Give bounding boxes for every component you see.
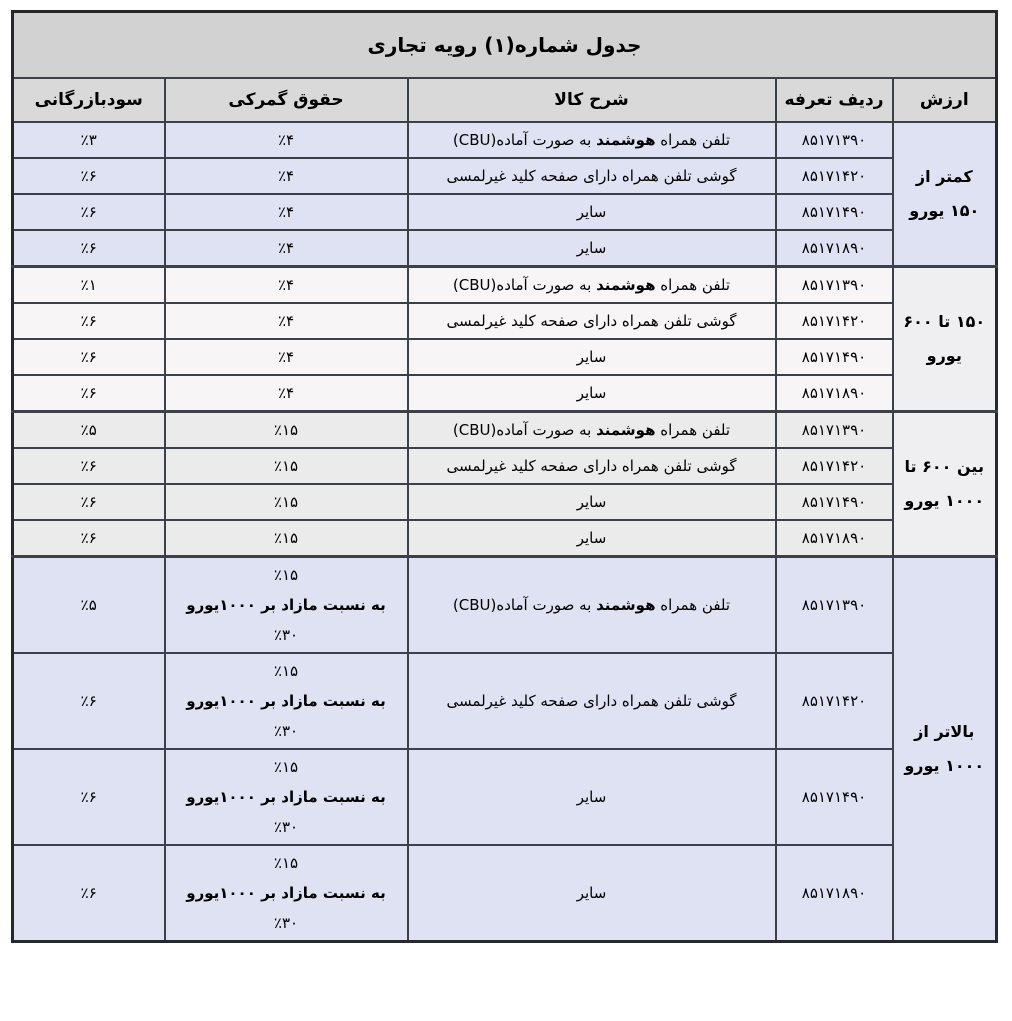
trade-profit-cell: ٪۶ <box>12 484 164 520</box>
description-cell <box>408 653 776 749</box>
value-range-line2: ۱۰۰۰ یورو <box>904 490 985 510</box>
description-text: سایر <box>576 492 607 511</box>
table-row <box>12 122 996 158</box>
description-cell <box>408 230 776 267</box>
description-text: تلفن همراه <box>655 275 731 294</box>
description-text: تلفن همراه <box>655 420 731 439</box>
table-row <box>12 158 996 194</box>
description-text-after: به صورت آماده(CBU) <box>452 595 597 614</box>
duty-line2: به نسبت مازاد بر ۱۰۰۰یورو <box>186 883 386 902</box>
tariff-cell: ۸۵۱۷۱۸۹۰ <box>776 230 893 267</box>
table-row <box>12 520 996 557</box>
customs-duty-cell <box>165 556 408 653</box>
customs-duty-cell <box>165 448 408 484</box>
description-text-after: به صورت آماده(CBU) <box>452 275 597 294</box>
customs-duty-cell <box>165 230 408 267</box>
description-bold-text: هوشمند <box>596 595 656 614</box>
tariff-cell: ۸۵۱۷۱۸۹۰ <box>776 375 893 412</box>
tariff-cell: ۸۵۱۷۱۴۹۰ <box>776 484 893 520</box>
table-row <box>12 411 996 448</box>
table-row <box>12 749 996 845</box>
duty-line1: ٪۴ <box>277 347 295 366</box>
description-text: گوشی تلفن همراه دارای صفحه کلید غیرلمسی <box>446 691 737 710</box>
description-text: تلفن همراه <box>655 130 731 149</box>
customs-duty-cell <box>165 653 408 749</box>
trade-profit-cell: ٪۶ <box>12 339 164 375</box>
value-range-line2: ۱۰۰۰ یورو <box>904 755 985 775</box>
column-header-customs-duty: حقوق گمرکی <box>165 78 408 122</box>
tariff-cell: ۸۵۱۷۱۴۲۰ <box>776 448 893 484</box>
duty-line1: ٪۱۵ <box>273 565 299 584</box>
customs-duty-cell <box>165 484 408 520</box>
customs-duty-cell <box>165 845 408 942</box>
description-bold-text: هوشمند <box>596 130 656 149</box>
duty-line1: ٪۴ <box>277 130 295 149</box>
duty-line3: ٪۳۰ <box>273 913 299 932</box>
description-text: گوشی تلفن همراه دارای صفحه کلید غیرلمسی <box>446 166 737 185</box>
description-cell <box>408 448 776 484</box>
tariff-cell: ۸۵۱۷۱۸۹۰ <box>776 845 893 942</box>
customs-duty-cell <box>165 194 408 230</box>
customs-duty-cell <box>165 411 408 448</box>
duty-line1: ٪۱۵ <box>273 661 299 680</box>
trade-profit-cell: ٪۶ <box>12 653 164 749</box>
value-range-cell <box>893 266 997 411</box>
description-cell <box>408 303 776 339</box>
table-row <box>12 230 996 267</box>
value-range-cell <box>893 411 997 556</box>
value-range-line1: کمتر از <box>915 166 973 186</box>
duty-line1: ٪۱۵ <box>273 757 299 776</box>
description-text-after: به صورت آماده(CBU) <box>452 420 597 439</box>
column-header-value: ارزش <box>893 78 997 122</box>
value-range-cell <box>893 556 997 941</box>
customs-duty-cell <box>165 303 408 339</box>
tariff-cell: ۸۵۱۷۱۴۲۰ <box>776 303 893 339</box>
table-row <box>12 375 996 412</box>
description-cell <box>408 411 776 448</box>
description-cell <box>408 484 776 520</box>
duty-line1: ٪۴ <box>277 383 295 402</box>
duty-line1: ٪۱۵ <box>273 853 299 872</box>
duty-line1: ٪۴ <box>277 202 295 221</box>
trade-profit-cell: ٪۶ <box>12 520 164 557</box>
table-row <box>12 339 996 375</box>
tariff-cell: ۸۵۱۷۱۳۹۰ <box>776 556 893 653</box>
description-text: سایر <box>576 883 607 902</box>
description-cell <box>408 194 776 230</box>
tariff-cell: ۸۵۱۷۱۴۲۰ <box>776 158 893 194</box>
duty-line1: ٪۱۵ <box>273 528 299 547</box>
description-cell <box>408 749 776 845</box>
tariff-cell: ۸۵۱۷۱۴۲۰ <box>776 653 893 749</box>
duty-line3: ٪۳۰ <box>273 625 299 644</box>
tariff-cell: ۸۵۱۷۱۴۹۰ <box>776 749 893 845</box>
duty-line1: ٪۱۵ <box>273 420 299 439</box>
description-cell <box>408 339 776 375</box>
customs-duty-cell <box>165 122 408 158</box>
table-row <box>12 845 996 942</box>
description-text: سایر <box>576 238 607 257</box>
trade-profit-cell: ٪۵ <box>12 556 164 653</box>
customs-duty-cell <box>165 266 408 303</box>
tariff-cell: ۸۵۱۷۱۳۹۰ <box>776 411 893 448</box>
table-row <box>12 303 996 339</box>
description-text: سایر <box>576 347 607 366</box>
table-row <box>12 653 996 749</box>
trade-profit-cell: ٪۱ <box>12 266 164 303</box>
description-bold-text: هوشمند <box>596 420 656 439</box>
header-row <box>12 78 996 122</box>
table-title: جدول شماره(۱) رویه تجاری <box>12 12 996 78</box>
customs-duty-cell <box>165 749 408 845</box>
description-text: سایر <box>576 202 607 221</box>
description-text-after: به صورت آماده(CBU) <box>452 130 597 149</box>
tariff-cell: ۸۵۱۷۱۳۹۰ <box>776 266 893 303</box>
table-row <box>12 556 996 653</box>
trade-profit-cell: ٪۵ <box>12 411 164 448</box>
value-range-cell <box>893 122 997 267</box>
column-header-trade-profit: سودبازرگانی <box>12 78 164 122</box>
title-row <box>12 12 996 78</box>
trade-profit-cell: ٪۶ <box>12 303 164 339</box>
description-cell <box>408 158 776 194</box>
table-row <box>12 194 996 230</box>
description-cell <box>408 520 776 557</box>
description-text: گوشی تلفن همراه دارای صفحه کلید غیرلمسی <box>446 456 737 475</box>
table-row <box>12 266 996 303</box>
duty-line2: به نسبت مازاد بر ۱۰۰۰یورو <box>186 691 386 710</box>
value-range-line2: ۱۵۰ یورو <box>909 200 980 220</box>
tariff-cell: ۸۵۱۷۱۴۹۰ <box>776 194 893 230</box>
tariff-cell: ۸۵۱۷۱۳۹۰ <box>776 122 893 158</box>
commercial-procedure-table <box>11 10 998 943</box>
duty-line1: ٪۴ <box>277 238 295 257</box>
description-cell <box>408 122 776 158</box>
value-range-line1: بین ۶۰۰ تا <box>904 456 984 476</box>
description-cell <box>408 266 776 303</box>
trade-profit-cell: ٪۶ <box>12 845 164 942</box>
duty-line1: ٪۴ <box>277 275 295 294</box>
description-text: سایر <box>576 787 607 806</box>
description-text: تلفن همراه <box>655 595 731 614</box>
trade-profit-cell: ٪۶ <box>12 194 164 230</box>
description-text: سایر <box>576 383 607 402</box>
duty-line3: ٪۳۰ <box>273 721 299 740</box>
trade-profit-cell: ٪۶ <box>12 375 164 412</box>
customs-duty-cell <box>165 375 408 412</box>
duty-line2: به نسبت مازاد بر ۱۰۰۰یورو <box>186 787 386 806</box>
column-header-goods-description: شرح کالا <box>408 78 776 122</box>
customs-duty-cell <box>165 158 408 194</box>
trade-profit-cell: ٪۶ <box>12 448 164 484</box>
duty-line3: ٪۳۰ <box>273 817 299 836</box>
duty-line1: ٪۱۵ <box>273 492 299 511</box>
value-range-line2: یورو <box>926 345 962 365</box>
value-range-line1: ۱۵۰ تا ۶۰۰ <box>903 311 986 331</box>
column-header-tariff-row: ردیف تعرفه <box>776 78 893 122</box>
description-cell <box>408 375 776 412</box>
duty-line1: ٪۴ <box>277 166 295 185</box>
customs-duty-cell <box>165 339 408 375</box>
tariff-cell: ۸۵۱۷۱۴۹۰ <box>776 339 893 375</box>
duty-line2: به نسبت مازاد بر ۱۰۰۰یورو <box>186 595 386 614</box>
trade-profit-cell: ٪۶ <box>12 749 164 845</box>
description-text: گوشی تلفن همراه دارای صفحه کلید غیرلمسی <box>446 311 737 330</box>
description-cell <box>408 845 776 942</box>
description-cell <box>408 556 776 653</box>
description-text: سایر <box>576 528 607 547</box>
customs-duty-cell <box>165 520 408 557</box>
tariff-cell: ۸۵۱۷۱۸۹۰ <box>776 520 893 557</box>
duty-line1: ٪۴ <box>277 311 295 330</box>
duty-line1: ٪۱۵ <box>273 456 299 475</box>
table-row <box>12 448 996 484</box>
trade-profit-cell: ٪۳ <box>12 122 164 158</box>
value-range-line1: بالاتر از <box>914 721 975 741</box>
trade-profit-cell: ٪۶ <box>12 158 164 194</box>
table-row <box>12 484 996 520</box>
description-bold-text: هوشمند <box>596 275 656 294</box>
trade-profit-cell: ٪۶ <box>12 230 164 267</box>
